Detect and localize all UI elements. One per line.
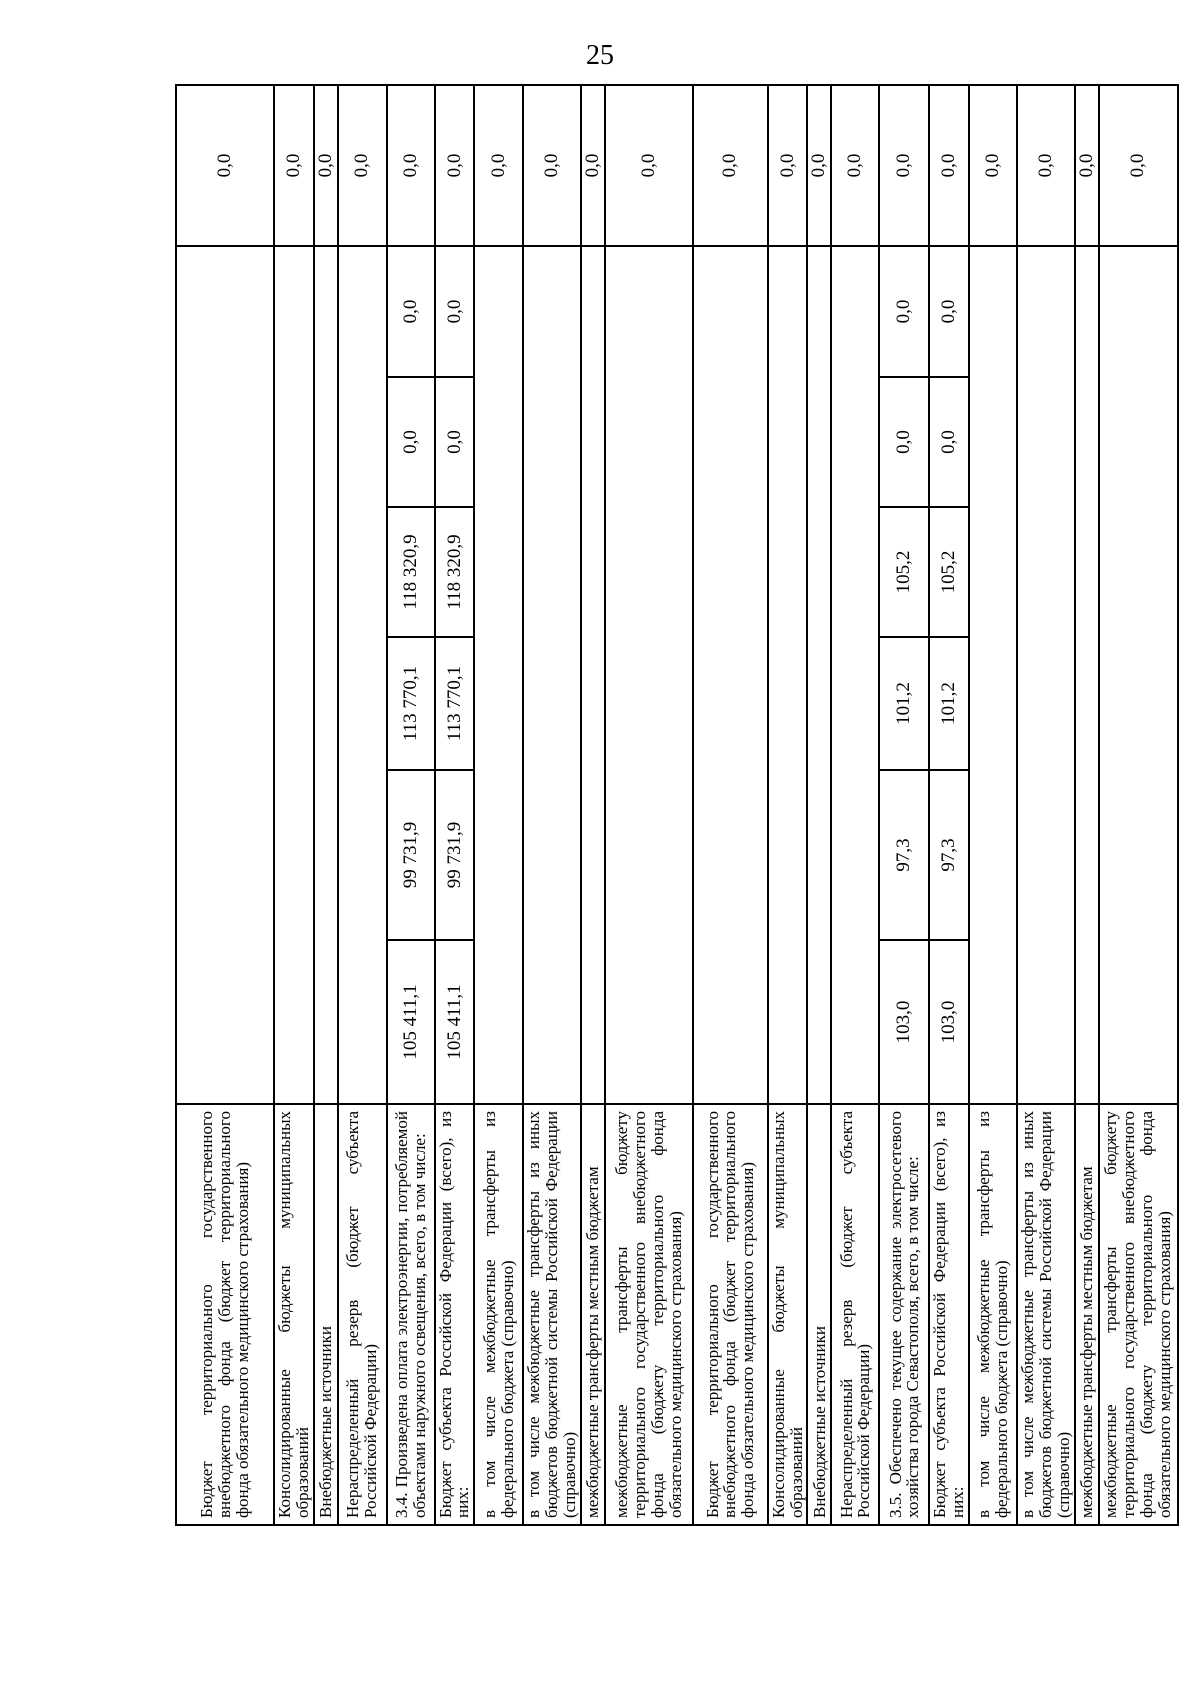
value-cell: 105 411,1: [435, 940, 475, 1104]
value-cell: 99 731,9: [387, 770, 435, 940]
table-row: [176, 85, 274, 1525]
value-cell: 113 770,1: [387, 637, 435, 770]
empty-value-span: [338, 246, 387, 1104]
value-cell: 0,0: [879, 377, 929, 507]
row-label: в том числе межбюджетные трансферты из федерального бюджета (справочно): [969, 1104, 1017, 1525]
total-cell: 0,0: [338, 85, 387, 246]
value-cell: 113 770,1: [435, 637, 475, 770]
row-label: межбюджетные трансферты бюджету территориального государственного внебюджетного фонда (бюджету территориального фонда обязательного медицинского страхования): [605, 1104, 693, 1525]
total-cell: 0,0: [768, 85, 808, 246]
row-label: Бюджет территориального государственного внебюджетного фонда (бюджет территориального фонда обязательного медицинского страхования): [176, 1104, 274, 1525]
value-cell: 101,2: [929, 637, 969, 770]
table-row: [1017, 85, 1075, 1525]
total-cell: 0,0: [1017, 85, 1075, 246]
row-label: Нераспределенный резерв (бюджет субъекта Российской Федерации): [831, 1104, 879, 1525]
value-cell: 0,0: [387, 246, 435, 377]
value-cell: 103,0: [879, 940, 929, 1104]
row-label: межбюджетные трансферты местным бюджетам: [581, 1104, 605, 1525]
table-row: [693, 85, 768, 1525]
empty-value-span: [523, 246, 581, 1104]
total-cell: 0,0: [1075, 85, 1099, 246]
empty-value-span: [807, 246, 831, 1104]
total-cell: 0,0: [807, 85, 831, 246]
table-row: [807, 85, 831, 1525]
table-row: [435, 85, 475, 1525]
page-number: 25: [586, 40, 614, 71]
empty-value-span: [768, 246, 808, 1104]
row-label: Внебюджетные источники: [807, 1104, 831, 1525]
row-label: Бюджет субъекта Российской Федерации (всего), из них:: [929, 1104, 969, 1525]
value-cell: 0,0: [387, 85, 435, 246]
total-cell: 0,0: [693, 85, 768, 246]
total-cell: 0,0: [523, 85, 581, 246]
empty-value-span: [1075, 246, 1099, 1104]
value-cell: 105 411,1: [387, 940, 435, 1104]
value-cell: 97,3: [929, 770, 969, 940]
table-row: [387, 85, 435, 1525]
empty-value-span: [605, 246, 693, 1104]
value-cell: 118 320,9: [387, 507, 435, 637]
budget-table-body: [176, 85, 1178, 1525]
value-cell: 0,0: [879, 246, 929, 377]
table-row: [314, 85, 338, 1525]
value-cell: 118 320,9: [435, 507, 475, 637]
row-label: в том числе межбюджетные трансферты из иных бюджетов бюджетной системы Российской Федерации (справочно): [523, 1104, 581, 1525]
empty-value-span: [314, 246, 338, 1104]
total-cell: 0,0: [1099, 85, 1178, 246]
empty-value-span: [969, 246, 1017, 1104]
value-cell: 0,0: [435, 246, 475, 377]
empty-value-span: [693, 246, 768, 1104]
value-cell: 103,0: [929, 940, 969, 1104]
value-cell: 0,0: [929, 85, 969, 246]
total-cell: 0,0: [274, 85, 314, 246]
table-row: [929, 85, 969, 1525]
empty-value-span: [474, 246, 523, 1104]
table-row: [969, 85, 1017, 1525]
value-cell: 0,0: [929, 377, 969, 507]
value-cell: 0,0: [929, 246, 969, 377]
total-cell: 0,0: [176, 85, 274, 246]
value-cell: 101,2: [879, 637, 929, 770]
table-row: [1099, 85, 1178, 1525]
table-row: [768, 85, 808, 1525]
row-label: Консолидированные бюджеты муниципальных образований: [768, 1104, 808, 1525]
empty-value-span: [1017, 246, 1075, 1104]
row-label: Внебюджетные источники: [314, 1104, 338, 1525]
empty-value-span: [274, 246, 314, 1104]
row-label: Нераспределенный резерв (бюджет субъекта Российской Федерации): [338, 1104, 387, 1525]
value-cell: 99 731,9: [435, 770, 475, 940]
row-label: Бюджет территориального государственного внебюджетного фонда (бюджет территориального фонда обязательного медицинского страхования): [693, 1104, 768, 1525]
table-row: [581, 85, 605, 1525]
table-row: [338, 85, 387, 1525]
row-label: Бюджет субъекта Российской Федерации (всего), из них:: [435, 1104, 475, 1525]
total-cell: 0,0: [581, 85, 605, 246]
total-cell: 0,0: [605, 85, 693, 246]
empty-value-span: [831, 246, 879, 1104]
rotated-table: [175, 86, 1174, 1526]
row-label: в том числе межбюджетные трансферты из федерального бюджета (справочно): [474, 1104, 523, 1525]
row-label: Консолидированные бюджеты муниципальных образований: [274, 1104, 314, 1525]
row-label: межбюджетные трансферты местным бюджетам: [1075, 1104, 1099, 1525]
table-row: [831, 85, 879, 1525]
total-cell: 0,0: [831, 85, 879, 246]
value-cell: 0,0: [435, 377, 475, 507]
total-cell: 0,0: [474, 85, 523, 246]
value-cell: 0,0: [879, 85, 929, 246]
empty-value-span: [581, 246, 605, 1104]
value-cell: 97,3: [879, 770, 929, 940]
table-row: [474, 85, 523, 1525]
rotated-table-container: [175, 86, 1174, 1526]
table-row: [274, 85, 314, 1525]
row-label: 3.5. Обеспечено текущее содержание электросетевого хозяйства города Севастополя, всего, в том числе:: [879, 1104, 929, 1525]
value-cell: 0,0: [387, 377, 435, 507]
row-label: межбюджетные трансферты бюджету территориального государственного внебюджетного фонда (бюджету территориального фонда обязательного медицинского страхования): [1099, 1104, 1178, 1525]
table-row: [879, 85, 929, 1525]
total-cell: 0,0: [969, 85, 1017, 246]
row-label: 3.4. Произведена оплата электроэнергии, потребляемой объектами наружного освещения, всего, в том числе:: [387, 1104, 435, 1525]
row-label: в том числе межбюджетные трансферты из иных бюджетов бюджетной системы Российской Федерации (справочно): [1017, 1104, 1075, 1525]
total-cell: 0,0: [314, 85, 338, 246]
table-row: [605, 85, 693, 1525]
budget-table: [175, 84, 1179, 1526]
empty-value-span: [1099, 246, 1178, 1104]
value-cell: 105,2: [879, 507, 929, 637]
table-row: [1075, 85, 1099, 1525]
value-cell: 0,0: [435, 85, 475, 246]
table-row: [523, 85, 581, 1525]
empty-value-span: [176, 246, 274, 1104]
value-cell: 105,2: [929, 507, 969, 637]
